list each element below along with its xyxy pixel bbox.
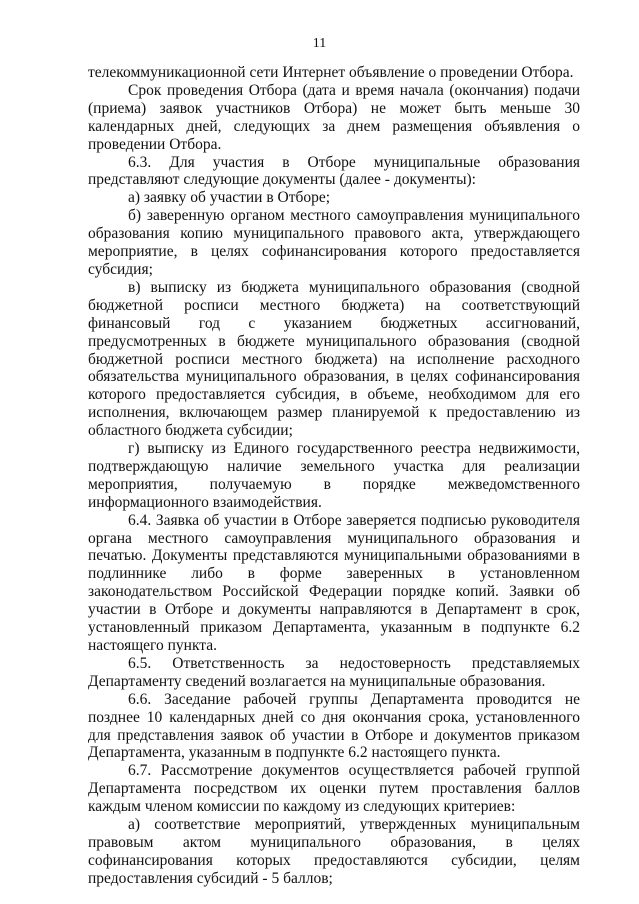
paragraph-6-5: 6.5. Ответственность за недостоверность представляемых Департаменту сведений возлагается на муниципальные образования. [88,654,580,690]
document-body [88,64,580,888]
paragraph-6-6: 6.6. Заседание рабочей группы Департамента проводится не позднее 10 календарных дней со дня окончания срока, установленного для представления заявок об участии в Отборе и документов приказом Департамента, указанным в подпункте 6.2 настоящего пункта. [88,690,580,762]
paragraph-selection-period: Срок проведения Отбора (дата и время начала (окончания) подачи (приема) заявок участников Отбора) не может быть меньше 30 календарных дней, следующих за днем размещения объявления о проведении Отбора. [88,81,580,153]
paragraph-6-7: 6.7. Рассмотрение документов осуществляется рабочей группой Департамента посредством их оценки путем проставления баллов каждым членом комиссии по каждому из следующих критериев: [88,762,580,816]
paragraph-continuation: телекоммуникационной сети Интернет объявление о проведении Отбора. [88,64,574,81]
page-number: 11 [312,36,327,51]
list-item-a: а) заявку об участии в Отборе; [128,189,331,207]
list-item-b: б) заверенную органом местного самоуправления муниципального образования копию муниципального правового акта, утверждающего мероприятие, в целях софинансирования которого предоставляется субсидия; [88,207,580,278]
paragraph-6-3: 6.3. Для участия в Отборе муниципальные образования представляют следующие документы (далее - документы): [88,153,580,189]
criterion-item-a: а) соответствие мероприятий, утвержденных муниципальным правовым актом муниципального образования, в целях софинансирования которых предоставляются субсидии, целям предоставления субсидий - 5 баллов; [88,816,580,887]
list-item-g: г) выписку из Единого государственного реестра недвижимости, подтверждающую наличие земельного участка для реализации мероприятия, получаемую в порядке межведомственного информационного взаимодействия. [88,440,580,511]
list-item-v: в) выписку из бюджета муниципального образования (сводной бюджетной росписи местного бюджета) на соответствующий финансовый год с указанием бюджетных ассигнований, предусмотренных в бюджете муниципального образования (сводной бюджетной росписи местного бюджета) на исполнение расходного обязательства муниципального образования, в целях софинансирования которого предоставляется субсидия, в объеме, необходимом для его исполнения, включающем размер планируемой к предоставлению из областного бюджета субсидии; [88,278,580,440]
paragraph-6-4: 6.4. Заявка об участии в Отборе заверяется подписью руководителя органа местного самоуправления муниципального образования и печатью. Документы представляются муниципальными образованиями в подлиннике либо в форме заверенных в установленном законодательством Российской Федерации порядке копий. Заявки об участии в Отборе и документы направляются в Департамент в срок, установленный приказом Департамента, указанным в подпункте 6.2 настоящего пункта. [88,511,580,654]
